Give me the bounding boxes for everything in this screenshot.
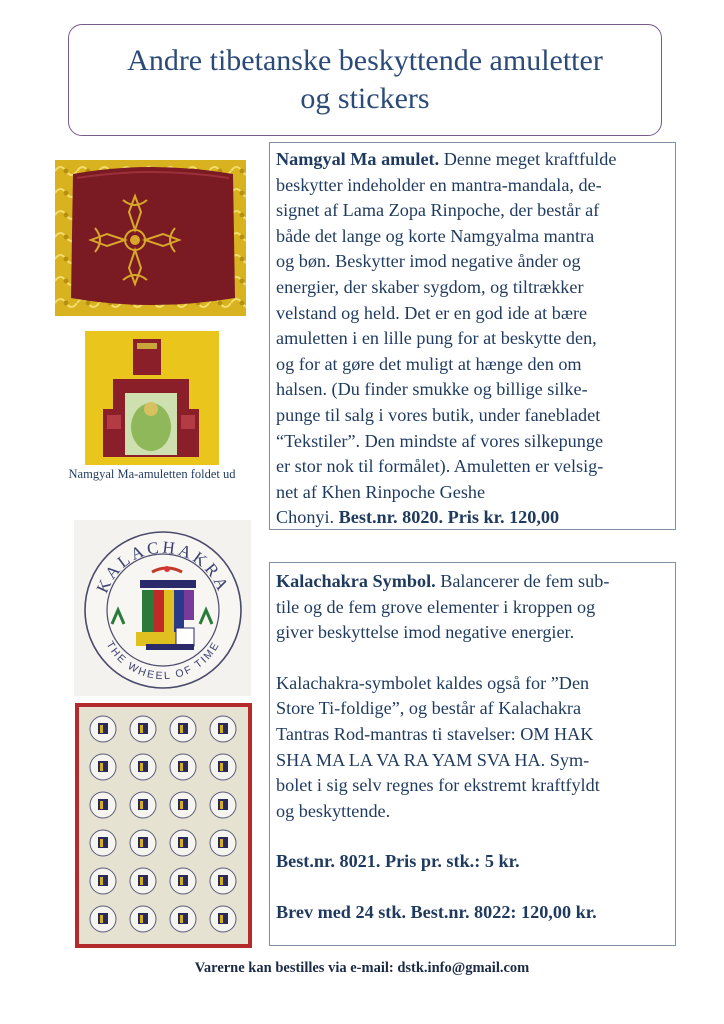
- kalachakra-heading: Kalachakra Symbol.: [276, 571, 436, 591]
- text-line: velstand og held. Det er en god ide at bære: [276, 302, 588, 323]
- sticker: [210, 830, 236, 856]
- image-caption: Namgyal Ma-amuletten foldet ud: [68, 467, 236, 481]
- sticker: [130, 716, 156, 742]
- text-line: net af Khen Rinpoche Geshe: [276, 481, 486, 502]
- kalachakra-description: [269, 562, 676, 946]
- sticker: [210, 716, 236, 742]
- text-line: beskytter indeholder en mantra-mandala, de-: [276, 174, 602, 195]
- namgyal-ma-description: [269, 142, 676, 530]
- text-line: Balancerer de fem sub-: [435, 571, 610, 591]
- kalachakra-bottom-text: THE WHEEL OF TIME: [103, 639, 223, 683]
- page-title: [85, 42, 645, 118]
- sticker: [130, 868, 156, 894]
- text-line: både det lange og korte Namgyalma mantra: [276, 225, 595, 246]
- sticker: [130, 792, 156, 818]
- text-line: amuletten i en lille pung for at beskytte den,: [276, 328, 597, 349]
- sticker: [90, 754, 116, 780]
- text-line: bolet i sig selv regnes for ekstremt kraftfyldt: [276, 775, 600, 796]
- text-line: giver beskyttelse imod negative energier.: [276, 622, 575, 643]
- title-line-2: og stickers: [300, 82, 430, 115]
- sticker: [90, 868, 116, 894]
- sticker: [170, 830, 196, 856]
- kalachakra-symbol-image: [74, 520, 251, 696]
- title-box: [68, 24, 662, 136]
- namgyal-ma-amulet-image: [55, 160, 246, 316]
- sticker: [90, 830, 116, 856]
- text-line: energier, der skaber sygdom, og tiltrækker: [276, 276, 584, 297]
- text-line: Chonyi.: [276, 507, 339, 528]
- sticker: [130, 754, 156, 780]
- kalachakra-sticker-sheet-image: [75, 703, 252, 948]
- text-line: Store Ti-foldige”, og består af Kalachakra: [276, 698, 582, 719]
- text-line: og beskyttende.: [276, 800, 391, 821]
- sticker: [210, 906, 236, 932]
- sticker: [210, 792, 236, 818]
- sticker: [170, 792, 196, 818]
- sticker: [130, 906, 156, 932]
- sticker: [170, 754, 196, 780]
- sticker: [130, 830, 156, 856]
- text-line: “Tekstiler”. Den mindste af vores silkepunge: [276, 430, 604, 451]
- namgyal-ma-heading: Namgyal Ma amulet.: [276, 149, 440, 169]
- order-info-8021: Best.nr. 8021. Pris pr. stk.: 5 kr.: [276, 851, 520, 872]
- text-line: Kalachakra-symbolet kaldes også for ”Den: [276, 672, 590, 693]
- text-line: SHA MA LA VA RA YAM SVA HA. Sym-: [276, 749, 590, 770]
- namgyal-ma-folded-image: [85, 331, 219, 465]
- title-line-1: Andre tibetanske beskyttende amuletter: [127, 44, 603, 77]
- text-line: tile og de fem grove elementer i kroppen og: [276, 596, 596, 617]
- sticker: [90, 906, 116, 932]
- order-info-8022: Brev med 24 stk. Best.nr. 8022: 120,00 kr.: [276, 901, 597, 922]
- text-line: og bøn. Beskytter imod negative ånder og: [276, 251, 581, 272]
- text-line: og for at gøre det muligt at hænge den om: [276, 353, 582, 374]
- text-line: signet af Lama Zopa Rinpoche, der består af: [276, 200, 600, 221]
- order-info-8020: Best.nr. 8020. Pris kr. 120,00: [338, 507, 560, 528]
- kalachakra-top-text: KALACHAKRA: [92, 537, 234, 596]
- sticker: [170, 868, 196, 894]
- order-footer: Varerne kan bestilles via e-mail: dstk.info@gmail.com: [194, 960, 530, 976]
- text-line: punge til salg i vores butik, under fanebladet: [276, 404, 601, 425]
- sticker: [170, 906, 196, 932]
- sticker: [90, 792, 116, 818]
- text-line: Tantras Rod-mantras ti stavelser: OM HAK: [276, 723, 594, 744]
- text-line: er stor nok til formålet). Amuletten er velsig-: [276, 456, 604, 477]
- text-line: Denne meget kraftfulde: [439, 149, 617, 169]
- sticker: [210, 868, 236, 894]
- sticker: [90, 716, 116, 742]
- sticker: [210, 754, 236, 780]
- sticker: [170, 716, 196, 742]
- text-line: halsen. (Du finder smukke og billige silke-: [276, 379, 588, 400]
